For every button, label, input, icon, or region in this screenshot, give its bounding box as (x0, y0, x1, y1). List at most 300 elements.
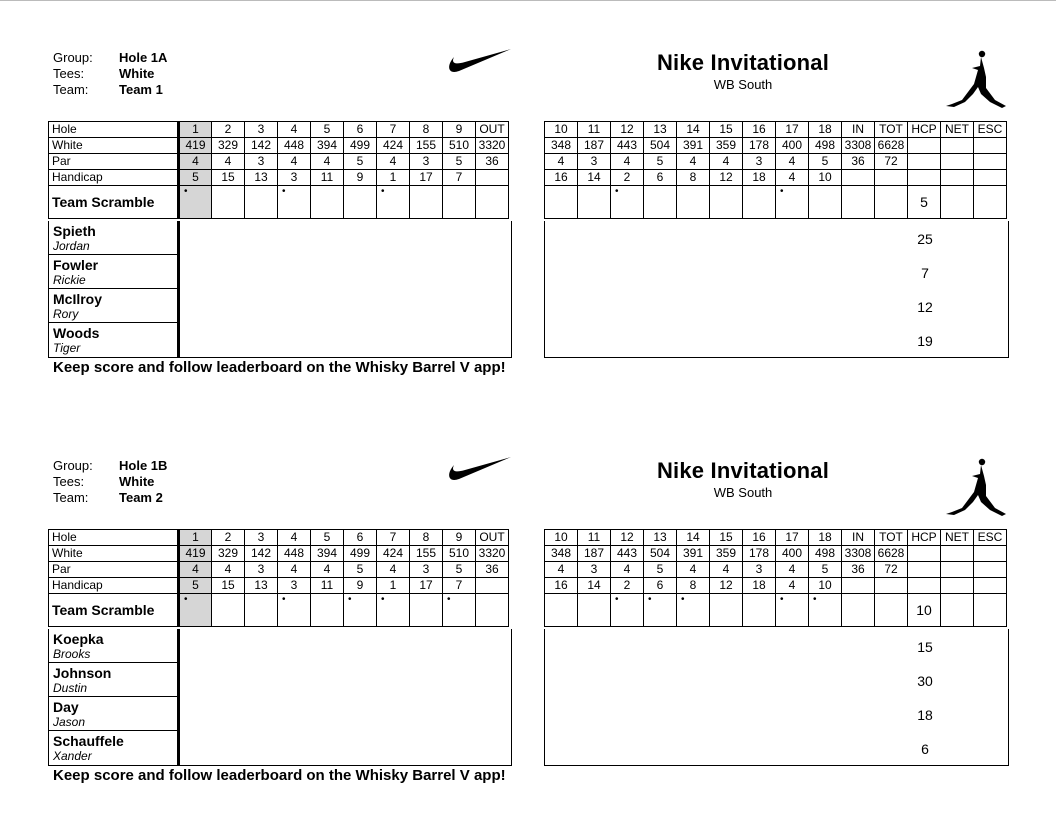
front-cell: 4 (278, 530, 311, 546)
back-cell (941, 546, 974, 562)
back-cell: 14 (677, 122, 710, 138)
back-cell: 3 (743, 562, 776, 578)
back-cell: 36 (842, 154, 875, 170)
front-cell: 3 (245, 154, 278, 170)
back-cell: 359 (710, 546, 743, 562)
front-cell: 5 (344, 562, 377, 578)
front-cell: 3320 (476, 546, 509, 562)
score-cell[interactable] (443, 186, 476, 219)
back-cell: 18 (809, 122, 842, 138)
score-cell[interactable] (974, 186, 1007, 219)
front-cell (476, 170, 509, 186)
back-cell: ESC (974, 530, 1007, 546)
front-cell: 7 (443, 170, 476, 186)
player-row (49, 289, 177, 323)
front-cell: 5 (179, 170, 212, 186)
info-label: Group: (53, 458, 93, 473)
back-cell: 178 (743, 546, 776, 562)
white-tee-yardage-row (545, 138, 1007, 154)
front-cell: 7 (377, 530, 410, 546)
score-cell[interactable] (875, 594, 908, 627)
stroke-dot: • (648, 594, 652, 605)
front-cell: 36 (476, 562, 509, 578)
score-cell[interactable] (776, 186, 809, 219)
back-cell (974, 138, 1007, 154)
front-cell: 448 (278, 546, 311, 562)
front-cell: 17 (410, 578, 443, 594)
handicap-row (49, 578, 509, 594)
back-cell: 8 (677, 170, 710, 186)
stroke-dot: • (615, 594, 619, 605)
group-info (53, 458, 167, 506)
row-label: White (49, 546, 179, 562)
front-cell: 8 (410, 122, 443, 138)
front-cell: 4 (212, 562, 245, 578)
stroke-dot: • (381, 186, 385, 197)
back-cell: 15 (710, 530, 743, 546)
front-cell: 13 (245, 170, 278, 186)
front-cell: 8 (410, 530, 443, 546)
score-cell[interactable] (776, 594, 809, 627)
score-cell[interactable] (611, 186, 644, 219)
back-cell: 13 (644, 122, 677, 138)
back-cell: 187 (578, 138, 611, 154)
player-handicap: 7 (921, 265, 929, 281)
score-cell[interactable] (410, 186, 443, 219)
front-cell: 155 (410, 138, 443, 154)
stroke-dot: • (780, 186, 784, 197)
front-cell: OUT (476, 530, 509, 546)
back-cell: 10 (809, 170, 842, 186)
back-cell: 2 (611, 170, 644, 186)
front-nine-table (48, 529, 509, 627)
front-cell: 1 (179, 530, 212, 546)
stroke-dot: • (615, 186, 619, 197)
score-cell[interactable] (476, 186, 509, 219)
score-cell[interactable] (344, 594, 377, 627)
front-cell: 4 (377, 154, 410, 170)
front-cell: 3 (245, 562, 278, 578)
front-cell: 329 (212, 138, 245, 154)
back-cell: 5 (644, 154, 677, 170)
score-cell[interactable] (245, 186, 278, 219)
score-cell[interactable] (344, 186, 377, 219)
footer-note: Keep score and follow leaderboard on the Whisky Barrel V app! (53, 767, 506, 784)
team-scramble-label: Team Scramble (49, 186, 179, 219)
front-cell: 5 (443, 154, 476, 170)
info-row (53, 458, 167, 474)
score-cell[interactable] (278, 186, 311, 219)
score-cell[interactable] (443, 594, 476, 627)
score-cell[interactable] (179, 594, 212, 627)
player-handicap: 6 (921, 741, 929, 757)
player-first-name: Rickie (53, 273, 86, 287)
player-last-name: Woods (53, 325, 100, 341)
front-cell: 2 (212, 122, 245, 138)
player-first-name: Tiger (53, 341, 81, 355)
front-cell: 4 (179, 154, 212, 170)
jumpman-logo (940, 50, 1010, 114)
white-tee-yardage-row (545, 546, 1007, 562)
back-cell (842, 578, 875, 594)
score-cell[interactable] (410, 594, 443, 627)
back-cell: 18 (743, 578, 776, 594)
back-nine-table (544, 121, 1007, 219)
front-cell: 9 (443, 122, 476, 138)
stroke-dot: • (780, 594, 784, 605)
front-cell: 4 (179, 562, 212, 578)
score-cell[interactable] (677, 594, 710, 627)
back-cell: 17 (776, 530, 809, 546)
event-title: Nike Invitational (656, 458, 830, 483)
player-handicap: 19 (917, 333, 933, 349)
handicap-row (545, 170, 1007, 186)
score-cell[interactable] (710, 594, 743, 627)
par-row (49, 154, 509, 170)
back-cell: 4 (611, 154, 644, 170)
back-cell: 72 (875, 562, 908, 578)
back-cell: 16 (743, 530, 776, 546)
front-cell: 4 (278, 154, 311, 170)
back-cell: 15 (710, 122, 743, 138)
handicap-row (49, 170, 509, 186)
back-cell (974, 170, 1007, 186)
back-cell: 504 (644, 138, 677, 154)
score-cell[interactable] (278, 594, 311, 627)
score-cell[interactable] (578, 594, 611, 627)
back-cell (974, 578, 1007, 594)
score-cell[interactable] (941, 186, 974, 219)
back-cell: 11 (578, 122, 611, 138)
info-label: Group: (53, 50, 93, 65)
front-cell: 5 (344, 154, 377, 170)
info-label: Team: (53, 82, 89, 97)
info-row (53, 66, 167, 82)
white-tee-yardage-row (49, 546, 509, 562)
front-cell: 6 (344, 530, 377, 546)
score-cell[interactable] (941, 594, 974, 627)
info-row (53, 82, 167, 98)
front-cell: 1 (377, 578, 410, 594)
back-cell: 5 (809, 562, 842, 578)
back-cell: 14 (578, 578, 611, 594)
back-cell (875, 170, 908, 186)
info-value: White (119, 66, 155, 81)
player-last-name: McIlroy (53, 291, 103, 307)
scorecard (0, 408, 1056, 808)
back-cell: 11 (578, 530, 611, 546)
front-cell: 7 (443, 578, 476, 594)
par-row (49, 562, 509, 578)
score-cell[interactable] (212, 594, 245, 627)
score-cell[interactable] (311, 186, 344, 219)
front-cell: 499 (344, 138, 377, 154)
front-cell: 3 (410, 562, 443, 578)
front-cell: 5 (311, 530, 344, 546)
score-cell[interactable] (743, 186, 776, 219)
back-cell (875, 578, 908, 594)
player-first-name: Rory (53, 307, 79, 321)
player-first-name: Xander (53, 749, 92, 763)
front-cell: 419 (179, 138, 212, 154)
front-cell: 15 (212, 170, 245, 186)
back-cell: 4 (776, 154, 809, 170)
back-cell: 498 (809, 546, 842, 562)
score-cell[interactable] (212, 186, 245, 219)
player-list (48, 221, 180, 358)
score-cell[interactable] (245, 594, 278, 627)
back-cell: 10 (545, 530, 578, 546)
white-tee-yardage-row (49, 138, 509, 154)
group-info (53, 50, 167, 98)
back-cell: 13 (644, 530, 677, 546)
score-cell[interactable] (908, 186, 941, 219)
back-cell: 178 (743, 138, 776, 154)
front-cell: 4 (278, 122, 311, 138)
stroke-dot: • (282, 186, 286, 197)
team-handicap: 5 (920, 194, 928, 210)
front-cell: 142 (245, 138, 278, 154)
par-row (545, 154, 1007, 170)
front-cell: 6 (344, 122, 377, 138)
back-cell: 391 (677, 138, 710, 154)
stroke-dot: • (282, 594, 286, 605)
back-cell: ESC (974, 122, 1007, 138)
back-cell: 12 (710, 170, 743, 186)
front-cell: 510 (443, 138, 476, 154)
front-cell: 3 (245, 122, 278, 138)
score-cell[interactable] (476, 594, 509, 627)
player-row (49, 221, 177, 255)
info-value: Team 2 (119, 490, 163, 505)
front-cell: 394 (311, 546, 344, 562)
back-cell: 16 (743, 122, 776, 138)
player-last-name: Johnson (53, 665, 112, 681)
player-first-name: Brooks (53, 647, 91, 661)
back-cell: NET (941, 122, 974, 138)
back-cell: 187 (578, 546, 611, 562)
nike-swoosh-logo (445, 456, 512, 482)
back-cell (974, 562, 1007, 578)
player-last-name: Day (53, 699, 79, 715)
back-cell: 6628 (875, 138, 908, 154)
info-value: White (119, 474, 155, 489)
team-scramble-row (49, 594, 509, 627)
back-cell: HCP (908, 530, 941, 546)
score-cell[interactable] (545, 186, 578, 219)
stroke-dot: • (184, 186, 188, 197)
front-cell: 4 (377, 562, 410, 578)
back-cell: 400 (776, 138, 809, 154)
info-label: Tees: (53, 474, 85, 489)
score-cell[interactable] (809, 186, 842, 219)
score-cell[interactable] (644, 186, 677, 219)
row-label: Handicap (49, 170, 179, 186)
front-cell: 419 (179, 546, 212, 562)
back-cell: 2 (611, 578, 644, 594)
hole-row (49, 122, 509, 138)
player-last-name: Schauffele (53, 733, 124, 749)
front-nine-table (48, 121, 509, 219)
player-row (49, 697, 177, 731)
front-cell: 448 (278, 138, 311, 154)
player-last-name: Koepka (53, 631, 104, 647)
player-handicap: 18 (917, 707, 933, 723)
front-cell: 2 (212, 530, 245, 546)
back-cell: 14 (578, 170, 611, 186)
back-cell: 504 (644, 546, 677, 562)
front-score-area[interactable] (180, 221, 512, 358)
info-value: Hole 1B (119, 458, 168, 473)
back-cell: 4 (776, 170, 809, 186)
stroke-dot: • (381, 594, 385, 605)
front-cell: 36 (476, 154, 509, 170)
back-cell: 12 (710, 578, 743, 594)
score-cell[interactable] (377, 186, 410, 219)
back-cell: NET (941, 530, 974, 546)
score-cell[interactable] (677, 186, 710, 219)
back-cell (908, 154, 941, 170)
back-cell (908, 578, 941, 594)
scorecard (0, 0, 1056, 400)
player-row (49, 663, 177, 697)
back-cell: 4 (776, 562, 809, 578)
front-cell: 4 (278, 562, 311, 578)
score-cell[interactable] (875, 186, 908, 219)
back-cell: 4 (677, 562, 710, 578)
front-cell: 3 (245, 530, 278, 546)
front-cell: 394 (311, 138, 344, 154)
course-name: WB South (713, 77, 773, 92)
player-row (49, 323, 177, 357)
score-cell[interactable] (743, 594, 776, 627)
front-cell: 424 (377, 546, 410, 562)
back-cell: 4 (545, 562, 578, 578)
back-cell (842, 170, 875, 186)
score-cell[interactable] (842, 186, 875, 219)
row-label: Hole (49, 530, 179, 546)
back-cell: 348 (545, 138, 578, 154)
handicap-row (545, 578, 1007, 594)
front-cell: 155 (410, 546, 443, 562)
row-label: Par (49, 154, 179, 170)
back-cell: 16 (545, 170, 578, 186)
score-cell[interactable] (377, 594, 410, 627)
hole-row (545, 530, 1007, 546)
back-cell (941, 562, 974, 578)
back-cell: 4 (611, 562, 644, 578)
stroke-dot: • (184, 594, 188, 605)
stroke-dot: • (813, 594, 817, 605)
back-cell (908, 562, 941, 578)
back-cell: 3 (578, 562, 611, 578)
info-value: Team 1 (119, 82, 163, 97)
front-cell: 11 (311, 170, 344, 186)
back-cell: 6 (644, 578, 677, 594)
score-cell[interactable] (644, 594, 677, 627)
info-row (53, 50, 167, 66)
back-cell: 3 (743, 154, 776, 170)
back-cell: IN (842, 530, 875, 546)
back-cell: 17 (776, 122, 809, 138)
back-cell: 400 (776, 546, 809, 562)
front-cell: 9 (344, 170, 377, 186)
row-label: Hole (49, 122, 179, 138)
back-cell: 4 (776, 578, 809, 594)
back-cell: 12 (611, 122, 644, 138)
row-label: Handicap (49, 578, 179, 594)
score-cell[interactable] (908, 594, 941, 627)
back-cell: 443 (611, 138, 644, 154)
score-cell[interactable] (974, 594, 1007, 627)
front-cell: 510 (443, 546, 476, 562)
row-label: White (49, 138, 179, 154)
front-cell: 13 (245, 578, 278, 594)
team-scramble-label: Team Scramble (49, 594, 179, 627)
back-cell (908, 546, 941, 562)
back-cell: IN (842, 122, 875, 138)
front-cell: 5 (179, 578, 212, 594)
player-first-name: Dustin (53, 681, 88, 695)
back-cell (974, 546, 1007, 562)
back-cell (974, 154, 1007, 170)
info-label: Tees: (53, 66, 85, 81)
team-scramble-row (545, 594, 1007, 627)
back-cell: 5 (644, 562, 677, 578)
back-cell: 359 (710, 138, 743, 154)
team-scramble-row (545, 186, 1007, 219)
back-cell: 4 (677, 154, 710, 170)
back-cell: 18 (809, 530, 842, 546)
front-cell: 5 (443, 562, 476, 578)
hole-row (49, 530, 509, 546)
front-cell: 1 (377, 170, 410, 186)
front-cell: 9 (443, 530, 476, 546)
score-cell[interactable] (578, 186, 611, 219)
back-nine-table (544, 529, 1007, 627)
front-cell: 4 (311, 562, 344, 578)
front-score-area[interactable] (180, 629, 512, 766)
par-row (545, 562, 1007, 578)
course-name: WB South (713, 485, 773, 500)
player-row (49, 629, 177, 663)
front-cell: 7 (377, 122, 410, 138)
front-cell: OUT (476, 122, 509, 138)
score-cell[interactable] (545, 594, 578, 627)
back-cell: TOT (875, 530, 908, 546)
back-cell: 4 (545, 154, 578, 170)
back-cell: 14 (677, 530, 710, 546)
score-cell[interactable] (710, 186, 743, 219)
player-first-name: Jason (53, 715, 86, 729)
back-cell: 3 (578, 154, 611, 170)
back-cell: 3308 (842, 138, 875, 154)
front-cell: 142 (245, 546, 278, 562)
player-row (49, 255, 177, 289)
score-cell[interactable] (842, 594, 875, 627)
score-cell[interactable] (809, 594, 842, 627)
back-cell: 12 (611, 530, 644, 546)
front-cell: 3 (410, 154, 443, 170)
front-cell: 3 (278, 170, 311, 186)
score-cell[interactable] (179, 186, 212, 219)
player-list (48, 629, 180, 766)
score-cell[interactable] (611, 594, 644, 627)
back-cell: 6628 (875, 546, 908, 562)
back-cell (941, 138, 974, 154)
score-cell[interactable] (311, 594, 344, 627)
back-cell: 5 (809, 154, 842, 170)
